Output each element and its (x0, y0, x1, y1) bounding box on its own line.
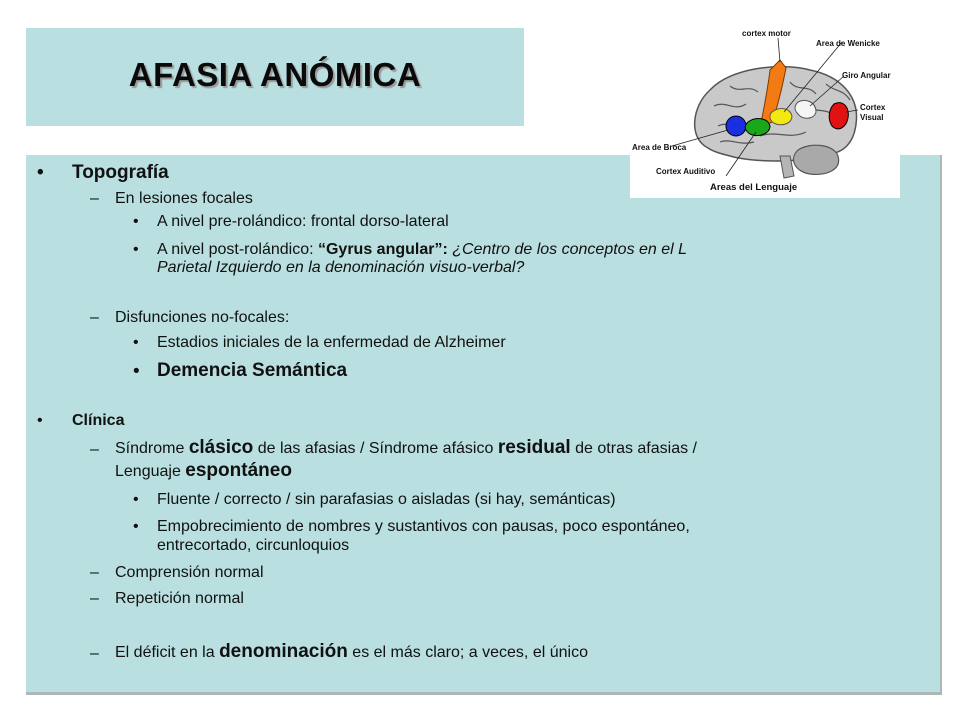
sindrome-text: de las afasias / Síndrome afásico (253, 440, 498, 457)
dash-marker: – (90, 645, 99, 662)
brain-figure (630, 26, 900, 198)
post-rolandico-line (157, 241, 687, 259)
bullet-marker: • (133, 361, 140, 382)
gyrus-angular-term: “Gyrus angular”: (317, 241, 448, 258)
bullet-marker: • (133, 518, 139, 535)
focales-label: En lesiones focales (115, 190, 253, 207)
deficit-text: es el más claro; a veces, el único (347, 644, 588, 661)
alzheimer-text: Estadios iniciales de la enfermedad de Alzheimer (157, 334, 506, 351)
empobrecimiento-text-1: Empobrecimiento de nombres y sustantivos con pausas, poco espontáneo, (157, 518, 690, 535)
bullet-marker: • (133, 213, 139, 230)
auditory-cortex-area (745, 119, 770, 136)
sindrome-text: Lenguaje (115, 463, 186, 480)
sindrome-line-1 (115, 437, 697, 459)
bullet-marker: • (133, 491, 139, 508)
bullet-marker: • (37, 162, 44, 183)
clasico-emphasis: clásico (188, 437, 254, 458)
sindrome-line-2 (115, 460, 292, 482)
label-wernicke: Area de Wenicke (816, 39, 880, 48)
dash-marker: – (90, 564, 99, 581)
bullet-marker: • (133, 334, 139, 351)
broca-area (726, 116, 746, 136)
visual-cortex-area (829, 103, 848, 129)
dash-marker: – (90, 309, 99, 326)
figure-caption: Areas del Lenguaje (710, 182, 798, 193)
topografia-heading: Topografía (72, 162, 169, 183)
dash-marker: – (90, 590, 99, 607)
deficit-text: El déficit en la (115, 644, 220, 661)
bullet-marker: • (37, 412, 43, 429)
sindrome-text: Síndrome (115, 440, 189, 457)
denominacion-emphasis: denominación (219, 641, 348, 662)
post-prefix: A nivel post-rolándico: (157, 241, 318, 258)
label-angular: Giro Angular (842, 71, 891, 80)
label-auditivo: Cortex Auditivo (656, 167, 716, 176)
residual-emphasis: residual (497, 437, 571, 458)
post-question-2: Parietal Izquierdo en la denominación visuo-verbal? (157, 259, 525, 276)
repeticion-text: Repetición normal (115, 590, 244, 607)
clinica-heading: Clínica (72, 412, 125, 429)
pre-rolandico-text: A nivel pre-rolándico: frontal dorso-lateral (157, 213, 449, 230)
sindrome-text: de otras afasias / (570, 440, 697, 457)
title-box (26, 28, 524, 126)
dash-marker: – (90, 441, 99, 458)
deficit-line (115, 641, 588, 663)
brain-diagram (630, 26, 900, 198)
slide-title: AFASIA ANÓMICA (128, 56, 422, 93)
post-question-1: ¿Centro de los conceptos en el L (447, 241, 688, 258)
label-motor: cortex motor (742, 29, 791, 38)
content-panel (26, 155, 942, 695)
bullet-marker: • (133, 241, 139, 258)
wernicke-area (770, 109, 792, 125)
no-focales-label: Disfunciones no-focales: (115, 309, 290, 326)
demencia-semantica-text: Demencia Semántica (157, 360, 348, 381)
espontaneo-emphasis: espontáneo (185, 460, 292, 481)
cerebellum (794, 145, 839, 174)
label-visual-2: Visual (860, 113, 884, 122)
label-visual-1: Cortex (860, 103, 886, 112)
empobrecimiento-text-2: entrecortado, circunloquios (157, 537, 350, 554)
label-broca: Area de Broca (632, 143, 687, 152)
dash-marker: – (90, 190, 99, 207)
fluente-text: Fluente / correcto / sin parafasias o aisladas (si hay, semánticas) (157, 491, 616, 508)
comprension-text: Comprensión normal (115, 564, 264, 581)
